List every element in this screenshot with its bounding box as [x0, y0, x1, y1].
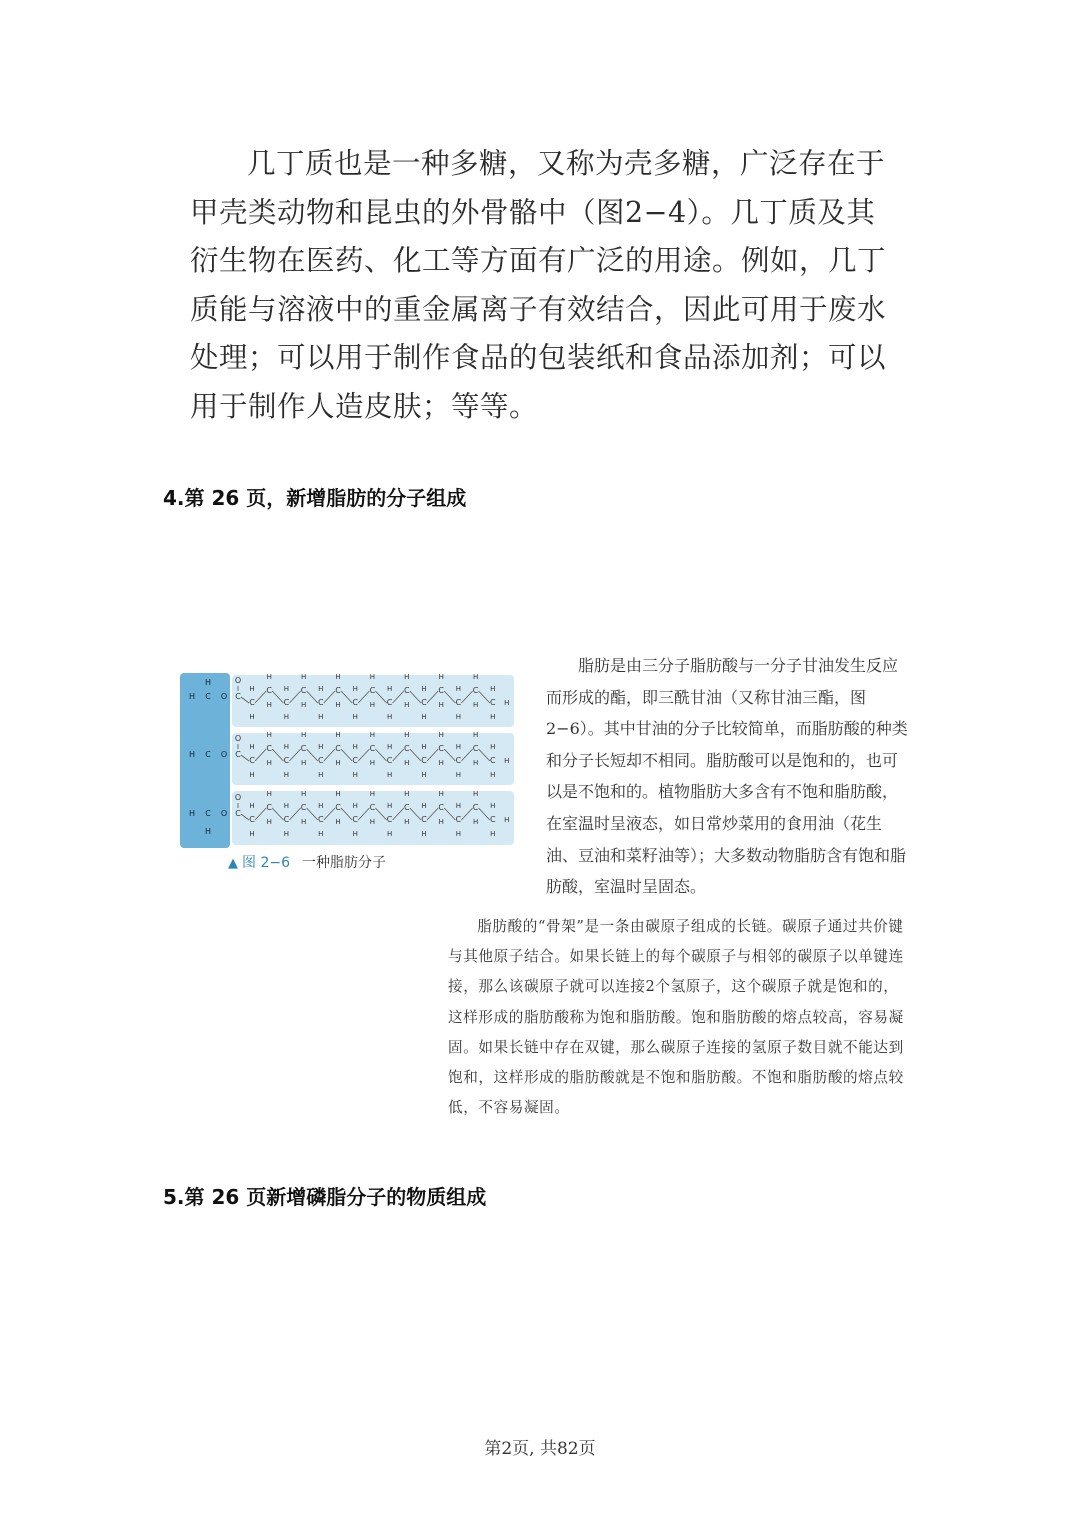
chain-carbon: C	[283, 756, 290, 765]
chain-h-top: H	[352, 685, 358, 693]
chain-carbon: C	[369, 803, 376, 812]
chain-carbon: C	[369, 744, 376, 753]
chain-h-top: H	[472, 731, 479, 739]
chain-carbon: C	[283, 815, 290, 824]
chain-carbon: C	[472, 686, 479, 695]
chain-carbon: C	[455, 756, 462, 765]
glycerol-bottom-h: H	[204, 827, 212, 836]
glycerol-c: C	[205, 750, 211, 759]
chain-carbon: C	[472, 803, 479, 812]
chain-h-bottom: H	[352, 830, 358, 838]
chain-carbon: C	[455, 698, 462, 707]
page-footer: 第2页, 共82页	[484, 1439, 596, 1459]
chain-h-top: H	[249, 743, 255, 751]
chain-h-top: H	[266, 790, 272, 798]
chain-h-bottom: H	[318, 713, 324, 721]
chain-h-bottom: H	[300, 759, 307, 767]
chain-h-top: H	[421, 802, 427, 810]
chain-h-bottom: H	[352, 771, 358, 779]
chain-h-bottom: H	[438, 818, 444, 826]
chain-h-bottom: H	[369, 701, 376, 709]
chain-carbon: C	[283, 698, 290, 707]
chain-h-bottom: H	[318, 830, 324, 838]
chain-h-bottom: H	[386, 713, 393, 721]
chain-h-bottom: H	[455, 713, 462, 721]
chain-carbon: C	[352, 698, 358, 707]
chain-carbon: C	[386, 756, 393, 765]
glycerol-c: C	[205, 809, 211, 818]
chain-carbon: C	[266, 744, 272, 753]
chain-h-top: H	[490, 743, 496, 751]
chain-h-top: H	[386, 802, 393, 810]
chain-h-bottom: H	[421, 771, 427, 779]
chain-carbon: C	[490, 756, 496, 765]
caption-number: 图 2−6	[242, 855, 290, 871]
chain-h-bottom: H	[283, 713, 290, 721]
chain-h-top: H	[335, 790, 341, 798]
chain-carbon: C	[438, 803, 444, 812]
chain-h-top: H	[335, 731, 341, 739]
chain-carbon: C	[335, 744, 341, 753]
chain-carbon: C	[318, 756, 324, 765]
chain-h-bottom: H	[352, 713, 358, 721]
chain-h-bottom: H	[386, 771, 393, 779]
chain-carbon: C	[266, 803, 272, 812]
chain-carbon: C	[421, 815, 427, 824]
section-heading-4: 4.第 26 页，新增脂肪的分子组成	[163, 486, 467, 510]
chain-h-top: H	[318, 743, 324, 751]
chain-carbon: C	[369, 686, 376, 695]
chain-h-bottom: H	[335, 701, 341, 709]
chain-carbon: C	[249, 815, 255, 824]
chain-carbon: C	[438, 686, 444, 695]
chain-h-top: H	[438, 731, 444, 739]
chain-carbon: C	[421, 698, 427, 707]
chain-carbon: C	[249, 698, 255, 707]
chain-end-h: H	[504, 816, 510, 824]
chain-carbon: C	[490, 698, 496, 707]
chain-h-top: H	[352, 743, 358, 751]
chain-h-top: H	[369, 731, 376, 739]
chain-carbon: C	[421, 756, 427, 765]
glycerol-c: C	[205, 692, 211, 701]
glycerol-h: H	[188, 692, 196, 701]
chain-h-bottom: H	[404, 759, 410, 767]
chain-end-h: H	[504, 757, 510, 765]
chain-h-bottom: H	[455, 830, 462, 838]
chain-h-top: H	[283, 743, 290, 751]
chain-carbon: C	[472, 744, 479, 753]
chain-h-bottom: H	[300, 701, 307, 709]
carbonyl-c: C	[235, 750, 241, 759]
chain-h-bottom: H	[335, 759, 341, 767]
glycerol-h: H	[188, 809, 196, 818]
chain-h-top: H	[369, 673, 376, 681]
chain-h-top: H	[455, 802, 462, 810]
chain-h-bottom: H	[490, 771, 496, 779]
chain-carbon: C	[404, 744, 410, 753]
glycerol-o: O	[220, 692, 228, 701]
chain-h-top: H	[318, 685, 324, 693]
fat-molecule-figure	[180, 673, 516, 848]
chain-carbon: C	[352, 756, 358, 765]
chain-h-top: H	[404, 673, 410, 681]
chain-h-top: H	[472, 790, 479, 798]
chain-h-bottom: H	[249, 830, 255, 838]
caption-text: 一种脂肪分子	[302, 855, 386, 871]
chain-h-top: H	[249, 685, 255, 693]
chain-carbon: C	[335, 686, 341, 695]
chain-h-top: H	[318, 802, 324, 810]
carbonyl-c: C	[235, 809, 241, 818]
chain-h-top: H	[300, 673, 307, 681]
chain-h-bottom: H	[249, 771, 255, 779]
chain-h-top: H	[369, 790, 376, 798]
chain-h-top: H	[455, 685, 462, 693]
chain-carbon: C	[386, 698, 393, 707]
carbonyl-c: C	[235, 692, 241, 701]
chain-h-bottom: H	[249, 713, 255, 721]
chain-h-top: H	[421, 685, 427, 693]
chain-h-bottom: H	[369, 759, 376, 767]
chain-carbon: C	[249, 756, 255, 765]
chain-h-bottom: H	[472, 701, 479, 709]
chain-h-bottom: H	[438, 701, 444, 709]
chain-carbon: C	[266, 686, 272, 695]
chain-h-top: H	[283, 685, 290, 693]
chain-h-bottom: H	[404, 701, 410, 709]
chain-h-top: H	[335, 673, 341, 681]
chain-h-top: H	[386, 743, 393, 751]
chain-h-top: H	[386, 685, 393, 693]
chain-h-bottom: H	[318, 771, 324, 779]
chain-carbon: C	[300, 744, 307, 753]
chain-carbon: C	[300, 803, 307, 812]
chain-h-top: H	[490, 802, 496, 810]
chain-h-top: H	[249, 802, 255, 810]
chain-h-top: H	[404, 731, 410, 739]
chain-h-bottom: H	[455, 771, 462, 779]
glycerol-h: H	[188, 750, 196, 759]
chain-h-top: H	[300, 790, 307, 798]
chain-carbon: C	[404, 686, 410, 695]
paragraph-fat: 脂肪是由三分子脂肪酸与一分子甘油发生反应而形成的酯，即三酰甘油（又称甘油三酯，图2−6）。其中甘油的分子比较简单，而脂肪酸的种类和分子长短却不相同。脂肪酸可以是饱和的，也可以是不饱和的。植物脂肪大多含有不饱和脂肪酸，在室温时呈液态，如日常炒菜用的食用油（花生油、豆油和菜籽油等）；大多数动物脂肪含有饱和脂肪酸，室温时呈固态。	[546, 656, 908, 897]
chain-h-bottom: H	[404, 818, 410, 826]
chain-carbon: C	[300, 686, 307, 695]
chain-h-bottom: H	[472, 759, 479, 767]
chain-carbon: C	[352, 815, 358, 824]
chain-h-top: H	[490, 685, 496, 693]
chain-h-bottom: H	[335, 818, 341, 826]
chain-h-bottom: H	[438, 759, 444, 767]
chain-carbon: C	[438, 744, 444, 753]
carbonyl-o: O	[234, 676, 242, 685]
chain-h-bottom: H	[472, 818, 479, 826]
chain-h-bottom: H	[283, 771, 290, 779]
chain-h-bottom: H	[369, 818, 376, 826]
chain-h-bottom: H	[266, 759, 272, 767]
chain-carbon: C	[318, 815, 324, 824]
chain-h-bottom: H	[300, 818, 307, 826]
chain-h-top: H	[421, 743, 427, 751]
section-heading-5: 5.第 26 页新增磷脂分子的物质组成	[163, 1185, 487, 1209]
chain-carbon: C	[335, 803, 341, 812]
chain-h-top: H	[352, 802, 358, 810]
chain-h-bottom: H	[490, 830, 496, 838]
chain-h-bottom: H	[266, 818, 272, 826]
chain-h-top: H	[283, 802, 290, 810]
chain-h-bottom: H	[283, 830, 290, 838]
carbonyl-o: O	[234, 734, 242, 743]
glycerol-o: O	[220, 750, 228, 759]
chain-carbon: C	[318, 698, 324, 707]
chain-h-top: H	[300, 731, 307, 739]
chain-h-top: H	[438, 673, 444, 681]
chain-h-top: H	[472, 673, 479, 681]
chain-carbon: C	[490, 815, 496, 824]
chain-h-bottom: H	[421, 830, 427, 838]
chain-h-bottom: H	[386, 830, 393, 838]
chain-h-top: H	[438, 790, 444, 798]
chain-h-top: H	[455, 743, 462, 751]
chain-end-h: H	[504, 699, 510, 707]
chain-carbon: C	[455, 815, 462, 824]
chain-h-top: H	[266, 673, 272, 681]
figure-caption	[228, 852, 386, 872]
chain-carbon: C	[386, 815, 393, 824]
carbonyl-o: O	[234, 793, 242, 802]
paragraph-fatty-acid: 脂肪酸的“骨架”是一条由碳原子组成的长链。碳原子通过共价键与其他原子结合。如果长链上的每个碳原子与相邻的碳原子以单键连接，那么该碳原子就可以连接2个氢原子，这个碳原子就是饱和的，这样形成的脂肪酸称为饱和脂肪酸。饱和脂肪酸的熔点较高，容易凝固。如果长链中存在双键，那么碳原子连接的氢原子数目就不能达到饱和，这样形成的脂肪酸就是不饱和脂肪酸。不饱和脂肪酸的熔点较低，不容易凝固。	[448, 918, 904, 1117]
caption-triangle-icon: ▲	[228, 856, 238, 871]
chain-h-bottom: H	[266, 701, 272, 709]
chain-carbon: C	[404, 803, 410, 812]
chain-h-top: H	[266, 731, 272, 739]
chain-h-bottom: H	[421, 713, 427, 721]
glycerol-o: O	[220, 809, 228, 818]
paragraph-chitin: 几丁质也是一种多糖，又称为壳多糖，广泛存在于甲壳类动物和昆虫的外骨骼中（图2−4）。几丁质及其衍生物在医药、化工等方面有广泛的用途。例如，几丁质能与溶液中的重金属离子有效结合，因此可用于废水处理；可以用于制作食品的包装纸和食品添加剂；可以用于制作人造皮肤；等等。	[190, 147, 887, 423]
glycerol-top-h: H	[204, 678, 212, 687]
chain-h-bottom: H	[490, 713, 496, 721]
chain-h-top: H	[404, 790, 410, 798]
